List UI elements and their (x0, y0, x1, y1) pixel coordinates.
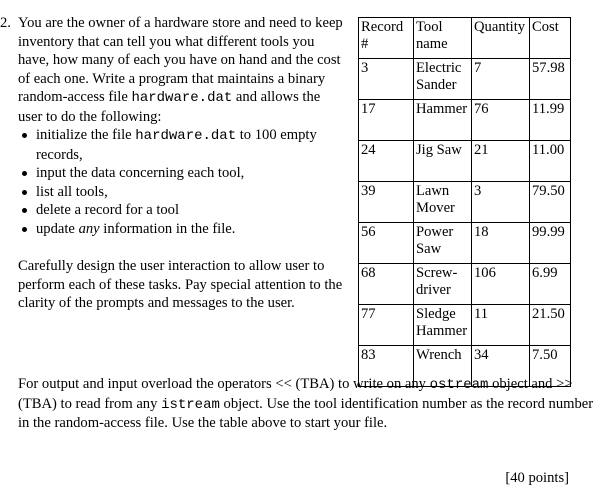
cell-tool: Power Saw (414, 223, 472, 264)
list-item: delete a record for a tool (18, 201, 348, 220)
cell-cost: 57.98 (530, 59, 571, 100)
question-number: 2. (0, 15, 11, 31)
cell-quantity: 7 (472, 59, 530, 100)
cell-tool: Sledge Hammer (414, 305, 472, 346)
cell-tool: Jig Saw (414, 141, 472, 182)
cell-quantity: 21 (472, 141, 530, 182)
intro-paragraph: You are the owner of a hardware store and need to keep inventory that can tell you what different tools you have, how many of each you have on hand and the cost of each one. Write a program that maintains a binary random-access file hardware.dat and allows the user to do the following: (18, 15, 343, 125)
points-label: [40 points] (505, 470, 569, 486)
table-row (359, 59, 571, 100)
cell-record: 56 (359, 223, 414, 264)
cell-quantity: 11 (472, 305, 530, 346)
cell-record: 39 (359, 182, 414, 223)
cell-quantity: 76 (472, 100, 530, 141)
cell-record: 68 (359, 264, 414, 305)
cell-cost: 11.99 (530, 100, 571, 141)
table-row (359, 305, 571, 346)
cell-tool: Lawn Mover (414, 182, 472, 223)
inventory-table (358, 17, 571, 387)
header-cost: Cost (530, 18, 571, 59)
filename-code: hardware.dat (131, 90, 233, 106)
cell-record: 24 (359, 141, 414, 182)
table-row (359, 100, 571, 141)
cell-record: 77 (359, 305, 414, 346)
list-item: initialize the file hardware.dat to 100 empty records, (18, 126, 348, 164)
cell-record: 3 (359, 59, 414, 100)
cell-tool: Hammer (414, 100, 472, 141)
header-record: Record # (359, 18, 414, 59)
filename-code: hardware.dat (135, 128, 237, 144)
cell-record: 83 (359, 346, 414, 387)
istream-code: istream (161, 396, 220, 413)
cell-cost: 21.50 (530, 305, 571, 346)
list-item: update any information in the file. (18, 220, 348, 239)
cell-quantity: 34 (472, 346, 530, 387)
operator-instructions: For output and input overload the operators << (TBA) to write on any ostream object and >> (TBA) to read from any istream object. Use the tool identification number as the record number in the random-access file. Use the table above to start your file. (18, 376, 594, 431)
cell-quantity: 18 (472, 223, 530, 264)
cell-tool: Wrench (414, 346, 472, 387)
cell-cost: 79.50 (530, 182, 571, 223)
design-paragraph: Carefully design the user interaction to allow user to perform each of these tasks. Pay special attention to the clarity of the prompts and messages to the user. (18, 258, 343, 311)
table-row (359, 141, 571, 182)
cell-cost: 6.99 (530, 264, 571, 305)
task-list (18, 126, 348, 238)
cell-quantity: 3 (472, 182, 530, 223)
cell-cost: 11.00 (530, 141, 571, 182)
cell-tool: Screw-driver (414, 264, 472, 305)
table-row (359, 223, 571, 264)
cell-cost: 99.99 (530, 223, 571, 264)
table-header-row (359, 18, 571, 59)
cell-cost: 7.50 (530, 346, 571, 387)
cell-tool: Electric Sander (414, 59, 472, 100)
list-item: list all tools, (18, 183, 348, 202)
problem-description (18, 14, 348, 313)
header-tool-name: Tool name (414, 18, 472, 59)
table-row (359, 182, 571, 223)
cell-record: 17 (359, 100, 414, 141)
header-quantity: Quantity (472, 18, 530, 59)
table-row (359, 264, 571, 305)
ostream-code: ostream (429, 377, 489, 393)
list-item: input the data concerning each tool, (18, 164, 348, 183)
cell-quantity: 106 (472, 264, 530, 305)
